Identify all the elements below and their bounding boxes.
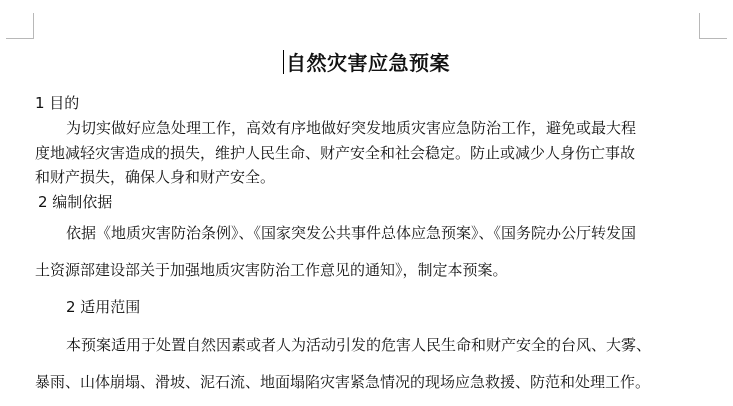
crop-mark-top-left-horizontal [6, 38, 34, 39]
section-heading-basis: 2 编制依据 [38, 193, 113, 211]
paragraph-line: 和财产损失，确保人身和财产安全。 [35, 168, 276, 186]
crop-mark-top-right-horizontal [699, 38, 727, 39]
document-title[interactable] [0, 48, 733, 78]
section-heading-scope: 2 适用范围 [66, 298, 141, 316]
crop-mark-top-right-vertical [699, 13, 700, 39]
section-heading-purpose: 1 目的 [35, 94, 80, 112]
paragraph-line: 度地减轻灾害造成的损失，维护人民生命、财产安全和社会稳定。防止或减少人身伤亡事故 [35, 144, 636, 162]
crop-mark-top-left-vertical [33, 13, 34, 39]
paragraph-line: 本预案适用于处置自然因素或者人为活动引发的危害人民生命和财产安全的台风、大雾、 [66, 336, 652, 354]
document-title-text: 自然灾害应急预案 [286, 51, 450, 75]
paragraph-line: 为切实做好应急处理工作，高效有序地做好突发地质灾害应急防治工作，避免或最大程 [66, 119, 637, 137]
paragraph-line: 土资源部建设部关于加强地质灾害防治工作意见的通知》，制定本预案。 [35, 261, 508, 279]
paragraph-line: 依据《地质灾害防治条例》、《国家突发公共事件总体应急预案》、《国务院办公厅转发国 [66, 224, 637, 242]
text-cursor [283, 50, 284, 74]
paragraph-line: 暴雨、山体崩塌、滑坡、泥石流、地面塌陷灾害紧急情况的现场应急救援、防范和处理工作。 [35, 373, 651, 391]
